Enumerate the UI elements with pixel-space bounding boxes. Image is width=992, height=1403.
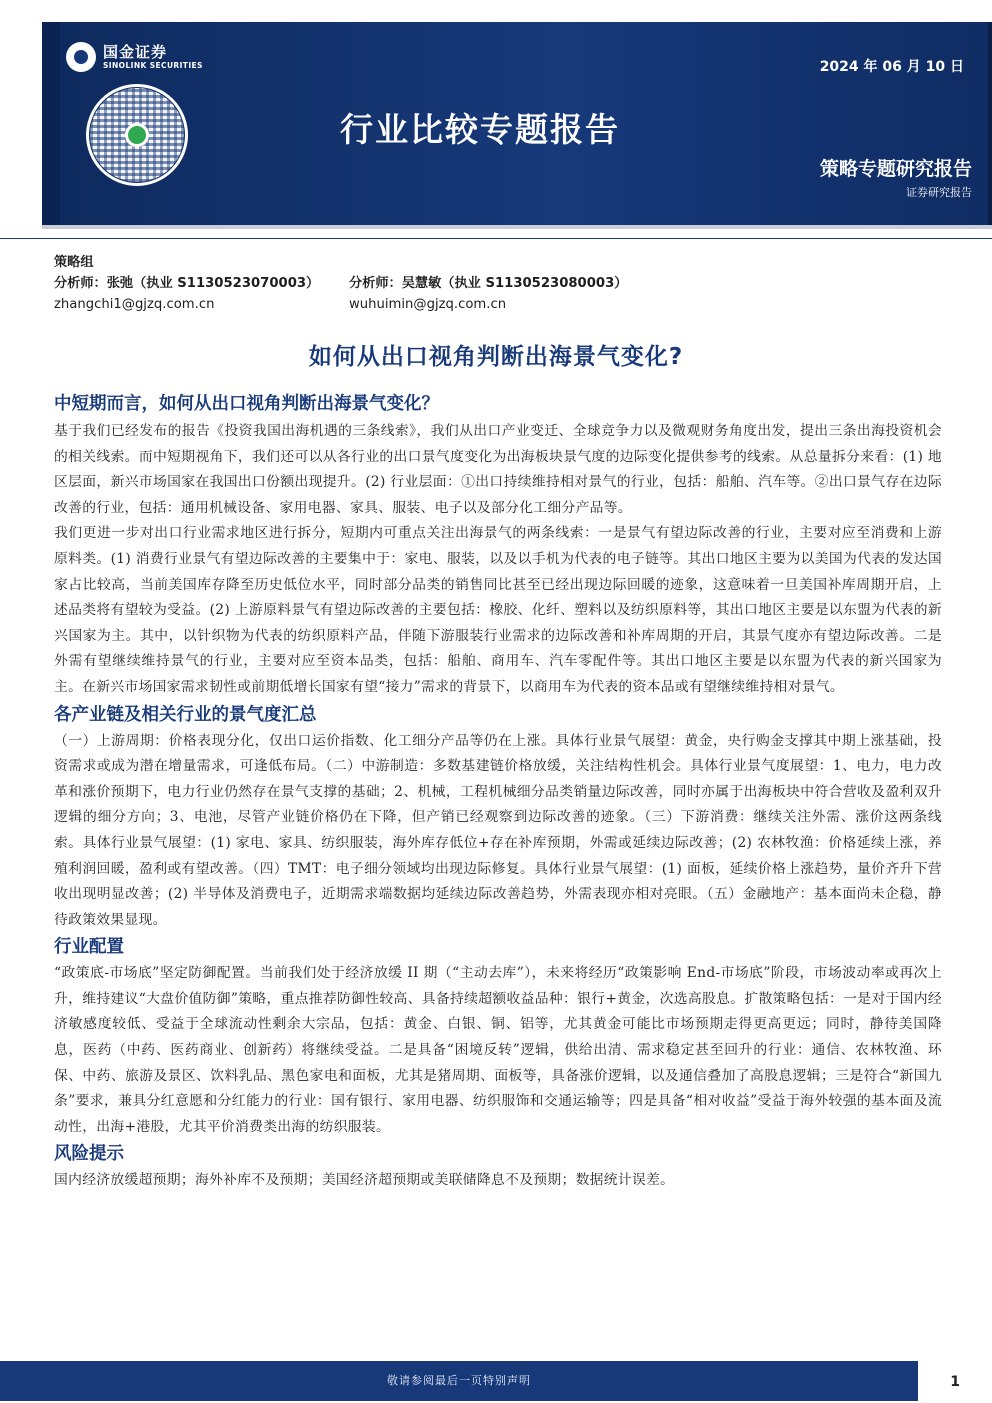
- header-divider: [0, 238, 992, 239]
- section-heading-outlook: 中短期而言，如何从出口视角判断出海景气变化？: [54, 394, 439, 414]
- paragraph: 基于我们已经发布的报告《投资我国出海机遇的三条线索》，我们从出口产业变迁、全球竞争力以及微观财务角度出发，提出三条出海投资机会的相关线索。而中短期视角下，我们还可以从各行业的出口景气度变化为出海板块景气度的边际变化提供参考的线索。从总量拆分来看：(1) 地区层面，新兴市场国家在我国出口份额出现提升。(2) 行业层面：①出口持续维持相对景气的行业，包括：船舶、汽车等。②出口景气存在边际改善的行业，包括：通用机械设备、家用电器、家具、服装、电子以及部分化工细分产品等。: [54, 423, 942, 516]
- banner-bottom-rule: [42, 225, 992, 229]
- paragraph: 国内经济放缓超预期；海外补库不及预期；美国经济超预期或美联储降息不及预期；数据统计误差。: [54, 1172, 675, 1189]
- logo-name-en: SINOLINK SECURITIES: [103, 60, 203, 70]
- report-type: 策略专题研究报告: [819, 158, 972, 180]
- paragraph: 我们更进一步对出口行业需求地区进行拆分，短期内可重点关注出海景气的两条线索：一是景气有望边际改善的行业，主要对应至消费和上游原料类。(1) 消费行业景气有望边际改善的主要集中于：家电、服装，以及以手机为代表的电子链等。其出口地区主要为以美国为代表的发达国家占比较高，当前美国库存降至历史低位水平，同时部分品类的销售同比甚至已经出现边际回暖的迹象，这意味着一旦美国补库周期开启，上述品类将有望较为受益。(2) 上游原料景气有望边际改善的主要包括：橡胶、化纤、塑料以及纺织原料等，其出口地区主要是以东盟为代表的新兴国家为主。其中，以针织物为代表的纺织原料产品，伴随下游服装行业需求的边际改善和补库周期的开启，其景气度亦有望边际改善。二是外需有望继续维持景气的行业，主要对应至资本品类，包括：船舶、商用车、汽车零配件等。其出口地区主要是以东盟为代表的新兴国家为主。在新兴市场国家需求韧性或前期低增长国家有望“接力”需求的背景下，以商用车为代表的资本品或有望继续维持相对景气。: [54, 525, 942, 695]
- logo-name-cn: 国金证券: [103, 42, 168, 61]
- team-name: 策略组: [54, 255, 94, 270]
- main-title: 如何从出口视角判断出海景气变化?: [308, 344, 684, 370]
- paragraph: （一）上游周期：价格表现分化，仅出口运价指数、化工细分产品等仍在上涨。具体行业景气展望：黄金，央行购金支撑其中期上涨基础，投资需求或成为潜在增量需求，可逢低布局。（二）中游制造：多数基建链价格放缓，关注结构性机会。具体行业景气度展望：1、电力，电力改革和涨价预期下，电力行业仍然存在景气支撑的基础；2、机械，工程机械细分品类销量边际改善，同时亦属于出海板块中符合营收及盈利双升逻辑的细分方向；3、电池，尽管产业链价格仍在下降，但产销已经观察到边际改善的迹象。（三）下游消费：继续关注外需、涨价这两条线索。具体行业景气展望：(1) 家电、家具、纺织服装，海外库存低位+存在补库预期，外需或延续边际改善；(2) 农林牧渔：价格延续上涨，养殖利润回暖，盈利或有望改善。（四）TMT：电子细分领域均出现边际修复。具体行业景气展望：(1) 面板，延续价格上涨趋势，量价齐升下营收出现明显改善；(2) 半导体及消费电子，近期需求端数据均延续边际改善趋势，外需表现亦相对亮眼。（五）金融地产：基本面尚未企稳，静待政策效果显现。: [54, 732, 942, 928]
- section-heading-allocation: 行业配置: [54, 937, 124, 958]
- report-subtype: 证券研究报告: [906, 186, 972, 199]
- page-number: 1: [950, 1374, 960, 1390]
- section-heading-industry-summary: 各产业链及相关行业的景气度汇总: [54, 704, 317, 725]
- analyst-block: [54, 252, 944, 315]
- report-date: 2024 年 06 月 10 日: [819, 59, 964, 75]
- analyst-2: 分析师：吴慧敏（执业 S1130523080003）: [349, 276, 628, 291]
- section-heading-risk: 风险提示: [54, 1144, 124, 1165]
- analyst-1: 分析师：张弛（执业 S1130523070003）: [54, 276, 320, 291]
- analyst-2-email[interactable]: wuhuimin@gjzq.com.cn: [349, 297, 507, 312]
- company-logo: [66, 42, 203, 72]
- report-body: [54, 390, 942, 1194]
- logo-circle-icon: [66, 42, 96, 72]
- footer-disclaimer: 敬请参阅最后一页特别声明: [0, 1361, 918, 1401]
- banner-left-edge: [42, 22, 60, 225]
- paragraph: “政策底-市场底”坚定防御配置。当前我们处于经济放缓 II 期（“主动去库”），未来将经历“政策影响 End-市场底”阶段，市场波动率或再次上升，维持建议“大盘价值防御”策略，重点推荐防御性较高、具备持续超额收益品种：银行+黄金，次选高股息。扩散策略包括：一是对于国内经济敏感度较低、受益于全球流动性剩余大宗品，包括：黄金、白银、铜、铝等，尤其黄金可能比市场预期走得更高更远；同时，静待美国降息，医药（中药、医药商业、创新药）将继续受益。二是具备“困境反转”逻辑，供给出清、需求稳定甚至回升的行业：通信、农林牧渔、环保、中药、旅游及景区、饮料乳品、黑色家电和面板，尤其是猪周期、面板等，具备涨价逻辑，以及通信叠加了高股息逻辑；三是符合“新国九条”要求，兼具分红意愿和分红能力的行业：国有银行、家用电器、纺织服饰和交通运输等；四是具备“相对收益”受益于海外较强的基本面及流动性，出海+港股，尤其平价消费类出海的纺织服装。: [54, 965, 942, 1135]
- analyst-1-email[interactable]: zhangchi1@gjzq.com.cn: [54, 297, 215, 312]
- banner-edge: [988, 22, 992, 225]
- qr-center-logo-icon: [125, 123, 149, 147]
- report-title: 行业比较专题报告: [340, 110, 620, 149]
